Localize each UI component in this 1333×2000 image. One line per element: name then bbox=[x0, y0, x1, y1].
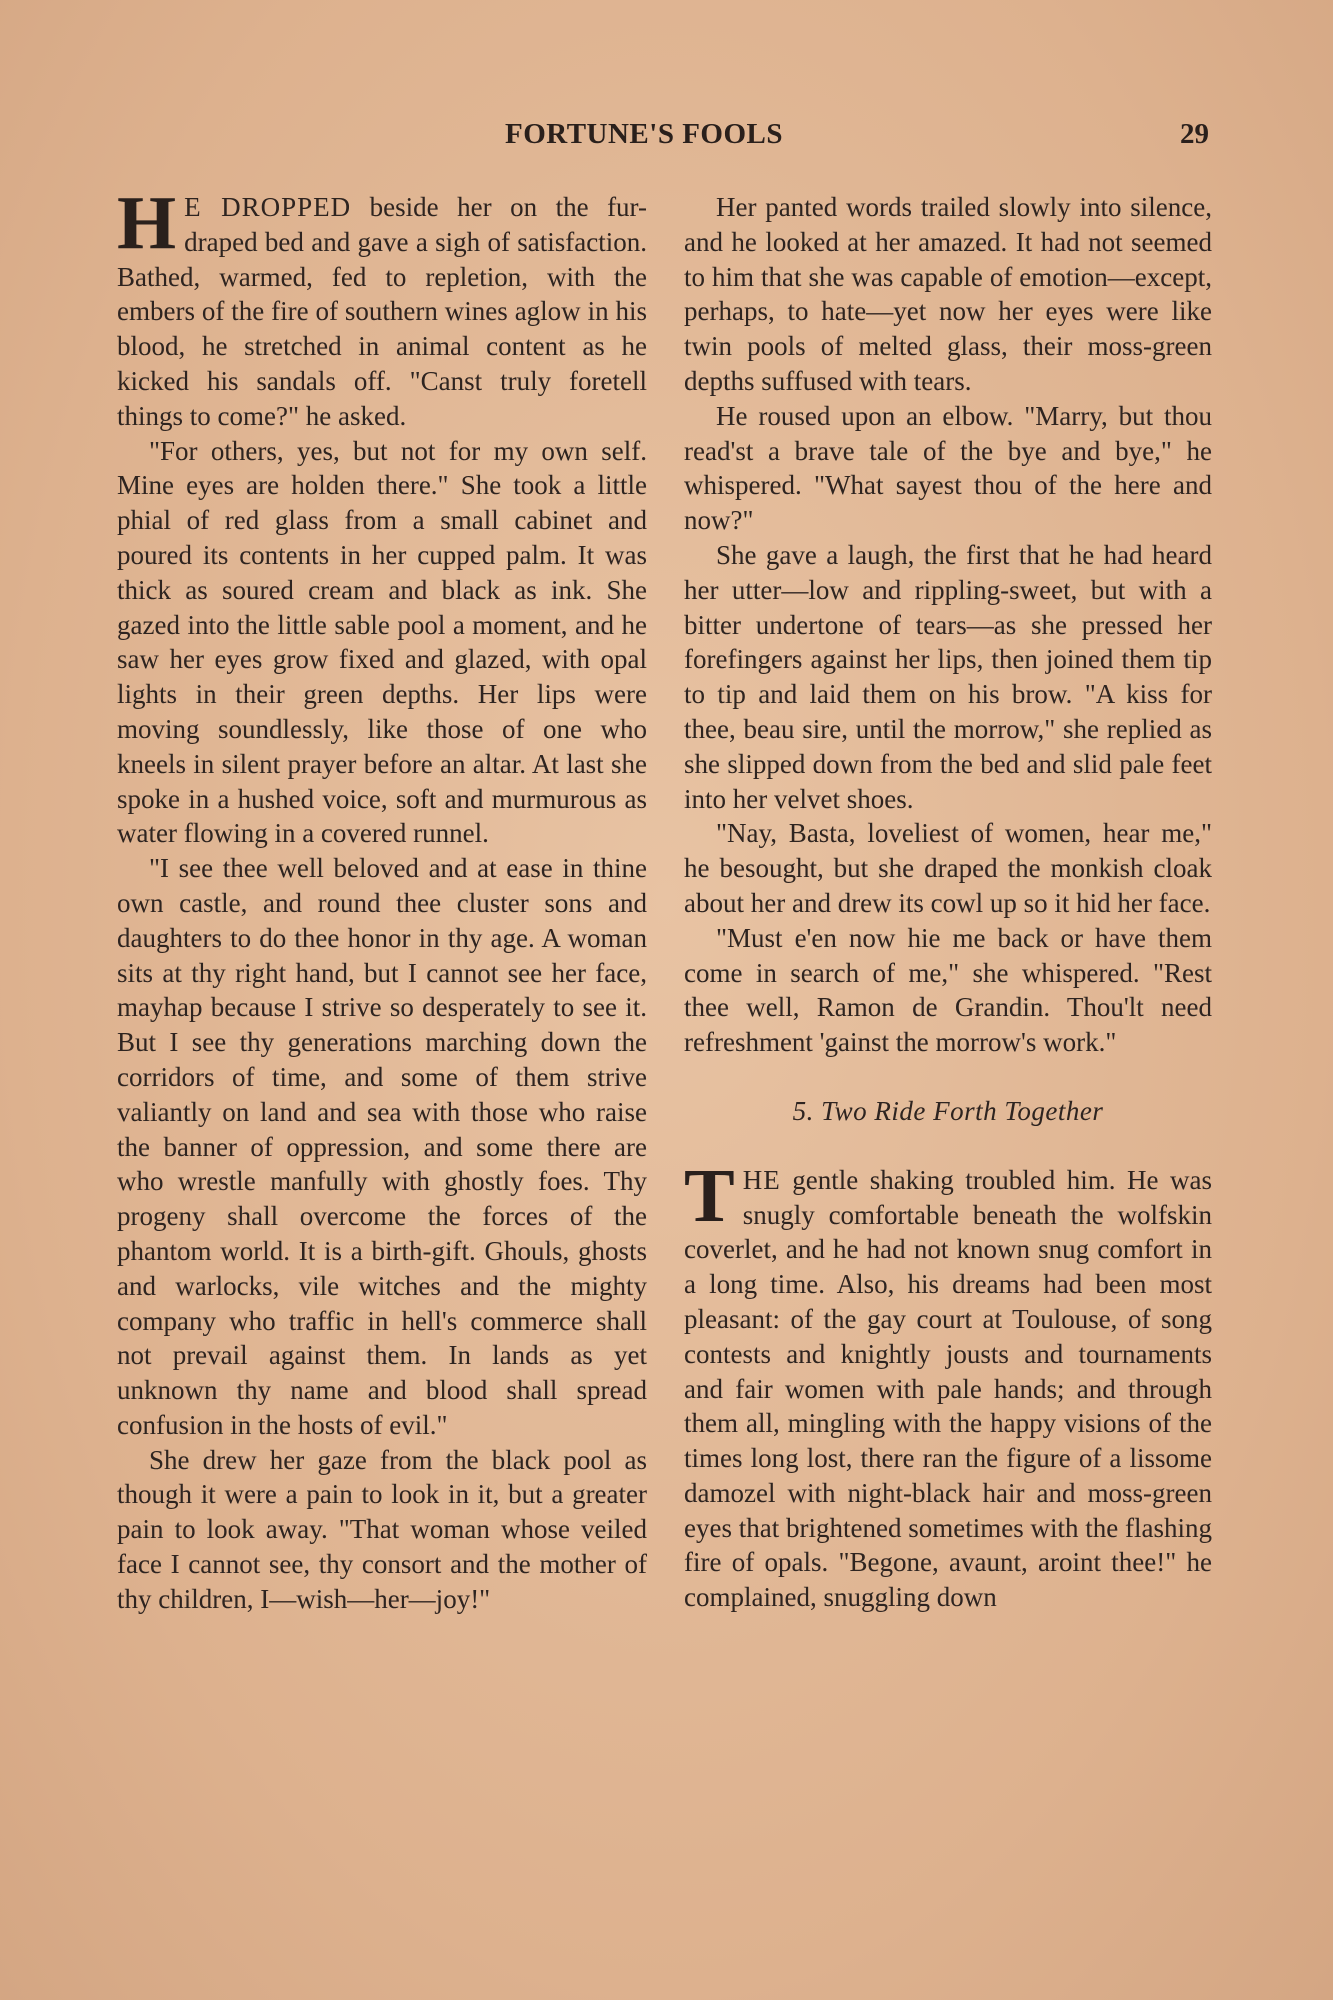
paragraph-text: gentle shaking troubled him. He was snugly comfortable beneath the wolfskin coverlet, and he had not known snug comfort in a long time. Also, his dreams had been most pleasant: of the gay court at Toulouse, of song contests and knightly jousts and tournaments and fair women with pale hands; and through them all, mingling with the happy visions of the times long lost, there ran the figure of a lissome damozel with night-black hair and moss-green eyes that brightened sometimes with the flashing fire of opals. "Begone, avaunt, aroint thee!" he complained, snuggling down bbox=[684, 1164, 1212, 1613]
right-column bbox=[684, 190, 1212, 1615]
running-head bbox=[0, 118, 1333, 158]
paragraph bbox=[684, 1153, 1212, 1615]
paragraph bbox=[117, 181, 648, 434]
page-number: 29 bbox=[1180, 118, 1209, 150]
paragraph: "Must e'en now hie me back or have them come in search of me," she whispered. "Rest thee well, Ramon de Grandin. Thou'lt need refreshment 'gainst the morrow's work." bbox=[684, 922, 1212, 1058]
paragraph: "I see thee well beloved and at ease in thine own castle, and round thee cluster sons and daughters to do thee honor in thy age. A woman sits at thy right hand, but I cannot see her face, mayhap because I strive so desperately to see it. But I see thy generations marching down the corridors of time, and some of them strive valiantly on land and sea with those who raise the banner of oppression, and some there are who wrestle manfully with ghostly foes. Thy progeny shall overcome the forces of the phantom world. It is a birth-gift. Ghouls, ghosts and warlocks, vile witches and the mighty company who traffic in hell's commerce shall not prevail against them. In lands as yet unknown thy name and blood shall spread confusion in the hosts of evil." bbox=[117, 853, 647, 1440]
left-column bbox=[117, 181, 648, 1617]
paragraph: She gave a laugh, the first that he had heard her utter—low and rippling-sweet, but with a bitter undertone of tears—as she pressed her forefingers against her lips, then joined them tip to tip and laid them on his brow. "A kiss for thee, beau sire, until the morrow," she replied as she slipped down from the bed and slid pale feet into her velvet shoes. bbox=[684, 539, 1212, 814]
paragraph: He roused upon an elbow. "Marry, but thou read'st a brave tale of the bye and bye," he whispered. "What sayest thou of the here and now?" bbox=[684, 400, 1212, 536]
drop-cap: H bbox=[117, 181, 177, 265]
small-caps-lead: HE bbox=[742, 1164, 781, 1195]
paragraph: "Nay, Basta, loveliest of women, hear me," he besought, but she draped the monkish cloak about her and drew its cowl up so it hid her face. bbox=[684, 818, 1212, 918]
paragraph: Her panted words trailed slowly into silence, and he looked at her amazed. It had not seemed to him that she was capable of emotion—except, perhaps, to hate—yet now her eyes were like twin pools of melted glass, their moss-green depths suffused with tears. bbox=[684, 192, 1212, 396]
section-heading: 5. Two Ride Forth Together bbox=[792, 1095, 1104, 1126]
small-caps-lead: E DROPPED bbox=[184, 192, 352, 222]
running-title: FORTUNE'S FOOLS bbox=[505, 118, 784, 150]
paragraph: She drew her gaze from the black pool as though it were a pain to look in it, but a greater pain to look away. "That woman whose veiled face I cannot see, thy consort and the mother of thy children, I—wish—her—joy!" bbox=[117, 1444, 647, 1614]
paragraph: "For others, yes, but not for my own self. Mine eyes are holden there." She took a little phial of red glass from a small cabinet and poured its contents in her cupped palm. It was thick as soured cream and black as ink. She gazed into the little sable pool a moment, and he saw her eyes grow fixed and glazed, with opal lights in their green depths. Her lips were moving soundlessly, like those of one who kneels in silent prayer before an altar. At last she spoke in a hushed voice, soft and murmurous as water flowing in a covered runnel. bbox=[117, 435, 647, 849]
drop-cap: T bbox=[684, 1153, 735, 1238]
paragraph-text: beside her on the fur-draped bed and gave a sigh of satisfaction. Bathed, warmed, fed to repletion, with the embers of the fire of southern wines aglow in his blood, he stretched in animal content as he kicked his sandals off. "Canst truly foretell things to come?" he asked. bbox=[117, 192, 648, 431]
